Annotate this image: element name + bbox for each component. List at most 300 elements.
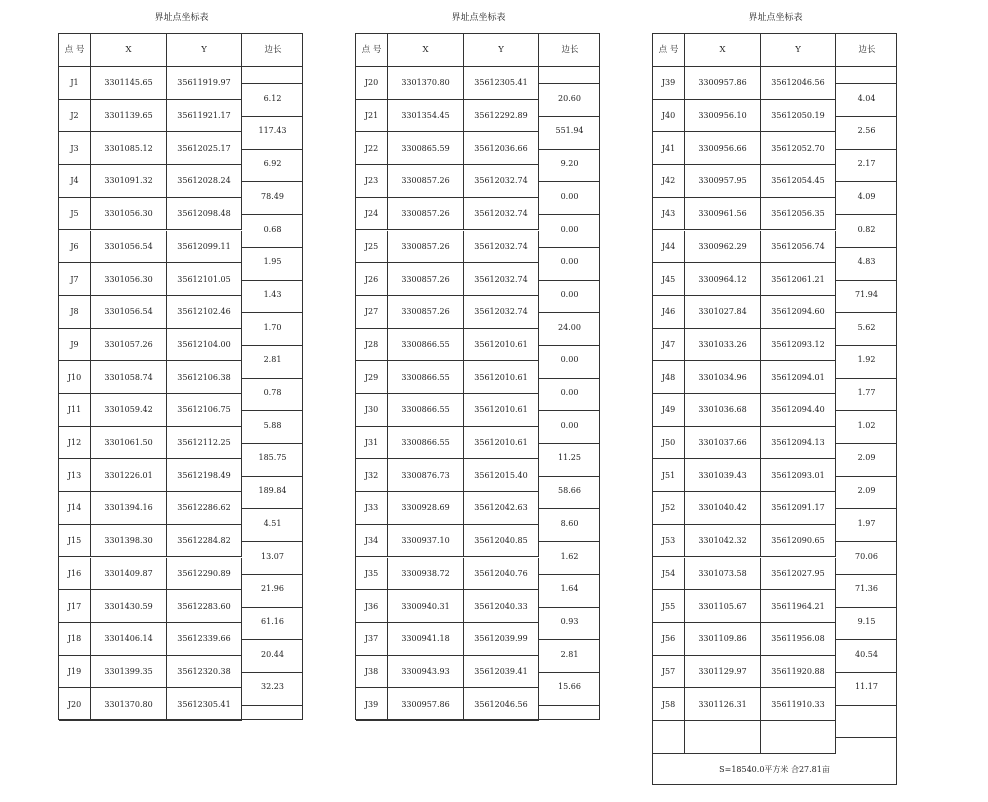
header-cell: 边长 xyxy=(264,45,282,55)
table-row xyxy=(653,558,836,591)
point-id: J54 xyxy=(653,558,685,590)
x-coordinate: 3300857.26 xyxy=(388,165,464,197)
x-coordinate: 3301057.26 xyxy=(91,329,167,361)
y-coordinate: 35612032.74 xyxy=(464,296,539,328)
y-coordinate xyxy=(761,721,836,753)
table-row xyxy=(59,525,242,558)
point-id: J33 xyxy=(356,492,388,524)
header-cell: 点 号 xyxy=(59,34,91,66)
point-id: J26 xyxy=(356,263,388,295)
edge-length-column xyxy=(836,67,897,754)
point-id: J46 xyxy=(653,296,685,328)
table-row xyxy=(653,198,836,231)
edge-length: 78.49 xyxy=(261,191,284,201)
x-coordinate: 3300941.18 xyxy=(388,623,464,655)
header-cell: X xyxy=(685,34,761,66)
table-row xyxy=(59,656,242,689)
y-coordinate: 35612050.19 xyxy=(761,100,836,132)
length-divider xyxy=(539,607,600,608)
edge-length: 551.94 xyxy=(555,126,584,136)
table-row xyxy=(356,427,539,460)
table-row xyxy=(653,459,836,492)
table-row xyxy=(59,263,242,296)
header-cell: X xyxy=(91,34,167,66)
table-title: 界址点坐标表 xyxy=(451,13,506,23)
table-title: 界址点坐标表 xyxy=(154,13,209,23)
table-row xyxy=(653,492,836,525)
edge-length: 1.92 xyxy=(857,355,876,365)
y-coordinate: 35612102.46 xyxy=(167,296,242,328)
length-divider xyxy=(539,508,600,509)
table-row xyxy=(59,558,242,591)
point-id: J22 xyxy=(356,132,388,164)
length-divider xyxy=(539,280,600,281)
y-coordinate: 35612339.66 xyxy=(167,623,242,655)
edge-length: 6.12 xyxy=(263,93,282,103)
x-coordinate: 3301354.45 xyxy=(388,100,464,132)
y-coordinate: 35612039.41 xyxy=(464,656,539,688)
y-coordinate: 35612042.63 xyxy=(464,492,539,524)
x-coordinate: 3300957.95 xyxy=(685,165,761,197)
point-id: J20 xyxy=(59,688,91,720)
x-coordinate: 3300940.31 xyxy=(388,590,464,622)
edge-length: 0.68 xyxy=(263,224,282,234)
table-row xyxy=(59,623,242,656)
x-coordinate: 3301226.01 xyxy=(91,459,167,491)
x-coordinate: 3301059.42 xyxy=(91,394,167,426)
edge-length: 1.95 xyxy=(263,257,282,267)
edge-length: 0.78 xyxy=(263,388,282,397)
header-cell: Y xyxy=(167,34,242,66)
x-coordinate: 3300866.55 xyxy=(388,394,464,426)
x-coordinate: 3300938.72 xyxy=(388,558,464,590)
length-divider xyxy=(836,149,897,150)
length-divider xyxy=(242,476,303,477)
table-row xyxy=(653,329,836,362)
length-divider xyxy=(242,378,303,379)
point-id: J8 xyxy=(59,296,91,328)
table-row xyxy=(356,231,539,264)
length-divider xyxy=(539,345,600,346)
header-cell: 边长 xyxy=(561,45,579,55)
table-row xyxy=(653,656,836,689)
header-cell: 点 号 xyxy=(356,34,388,66)
x-coordinate: 3300943.93 xyxy=(388,656,464,688)
y-coordinate: 35612112.25 xyxy=(167,427,242,459)
y-coordinate: 35612015.40 xyxy=(464,459,539,491)
length-divider xyxy=(242,574,303,575)
y-coordinate: 35612284.82 xyxy=(167,525,242,557)
table-row xyxy=(59,427,242,460)
y-coordinate: 35612286.62 xyxy=(167,492,242,524)
table-row xyxy=(356,198,539,231)
y-coordinate: 35612010.61 xyxy=(464,427,539,459)
point-id: J2 xyxy=(59,100,91,132)
length-divider xyxy=(242,639,303,640)
area-summary: S=18540.0平方米 合27.81亩 xyxy=(719,764,830,774)
length-divider xyxy=(539,443,600,444)
edge-length: 9.15 xyxy=(857,616,876,626)
table-grid xyxy=(355,33,600,720)
edge-length: 1.70 xyxy=(263,322,282,332)
table-row xyxy=(356,100,539,133)
point-id: J56 xyxy=(653,623,685,655)
x-coordinate: 3300956.66 xyxy=(685,132,761,164)
y-coordinate: 35611964.21 xyxy=(761,590,836,622)
length-divider xyxy=(836,181,897,182)
table-row xyxy=(59,231,242,264)
y-coordinate: 35612305.41 xyxy=(167,688,242,720)
y-coordinate: 35611919.97 xyxy=(167,67,242,99)
edge-length: 1.43 xyxy=(263,289,282,299)
length-divider xyxy=(242,116,303,117)
x-coordinate xyxy=(685,721,761,753)
x-coordinate: 3301406.14 xyxy=(91,623,167,655)
table-row xyxy=(59,100,242,133)
point-id: J27 xyxy=(356,296,388,328)
length-divider xyxy=(539,672,600,673)
edge-length: 1.02 xyxy=(857,420,876,430)
header-cell: 点 号 xyxy=(653,34,685,66)
edge-length: 4.83 xyxy=(857,257,876,267)
x-coordinate: 3301056.54 xyxy=(91,296,167,328)
length-divider xyxy=(836,312,897,313)
edge-length: 71.36 xyxy=(855,584,878,594)
table-row xyxy=(356,296,539,329)
y-coordinate: 35611921.17 xyxy=(167,100,242,132)
length-divider xyxy=(539,116,600,117)
length-divider xyxy=(242,214,303,215)
point-id: J13 xyxy=(59,459,91,491)
x-coordinate: 3300866.55 xyxy=(388,427,464,459)
edge-length: 0.00 xyxy=(560,257,579,267)
edge-length: 70.06 xyxy=(855,551,878,561)
length-divider xyxy=(242,705,303,706)
y-coordinate: 35612292.89 xyxy=(464,100,539,132)
edge-length: 0.82 xyxy=(857,224,876,234)
x-coordinate: 3301040.42 xyxy=(685,492,761,524)
point-id: J24 xyxy=(356,198,388,230)
point-id: J4 xyxy=(59,165,91,197)
table-grid xyxy=(58,33,303,720)
x-coordinate: 3301126.31 xyxy=(685,688,761,720)
y-coordinate: 35612101.05 xyxy=(167,263,242,295)
table-row xyxy=(653,296,836,329)
table-row xyxy=(59,459,242,492)
edge-length-column xyxy=(539,67,600,721)
length-divider xyxy=(242,607,303,608)
x-coordinate: 3301073.58 xyxy=(685,558,761,590)
length-divider xyxy=(836,639,897,640)
length-divider xyxy=(836,607,897,608)
x-coordinate: 3300866.55 xyxy=(388,329,464,361)
edge-length: 5.62 xyxy=(857,322,876,332)
y-coordinate: 35612091.17 xyxy=(761,492,836,524)
length-divider xyxy=(836,672,897,673)
length-divider xyxy=(539,541,600,542)
y-coordinate: 35612061.21 xyxy=(761,263,836,295)
point-id: J6 xyxy=(59,231,91,263)
length-divider xyxy=(242,247,303,248)
point-id: J34 xyxy=(356,525,388,557)
point-id: J10 xyxy=(59,361,91,393)
x-coordinate: 3301056.30 xyxy=(91,263,167,295)
y-coordinate: 35612032.74 xyxy=(464,231,539,263)
length-divider xyxy=(836,116,897,117)
point-id: J53 xyxy=(653,525,685,557)
table-row xyxy=(653,394,836,427)
table-row xyxy=(653,132,836,165)
x-coordinate: 3301129.97 xyxy=(685,656,761,688)
x-coordinate: 3301058.74 xyxy=(91,361,167,393)
point-id: J36 xyxy=(356,590,388,622)
edge-length: 71.94 xyxy=(855,289,878,299)
table-row xyxy=(59,394,242,427)
y-coordinate: 35612094.13 xyxy=(761,427,836,459)
table-row xyxy=(653,231,836,264)
edge-length: 117.43 xyxy=(258,126,287,136)
y-coordinate: 35612054.45 xyxy=(761,165,836,197)
y-coordinate: 35612099.11 xyxy=(167,231,242,263)
y-coordinate: 35612028.24 xyxy=(167,165,242,197)
point-id: J55 xyxy=(653,590,685,622)
y-coordinate: 35612094.60 xyxy=(761,296,836,328)
table-row xyxy=(59,329,242,362)
point-id: J57 xyxy=(653,656,685,688)
length-divider xyxy=(539,83,600,84)
length-divider xyxy=(242,508,303,509)
point-id: J49 xyxy=(653,394,685,426)
point-id: J17 xyxy=(59,590,91,622)
point-id: J14 xyxy=(59,492,91,524)
x-coordinate: 3301398.30 xyxy=(91,525,167,557)
x-coordinate: 3301430.59 xyxy=(91,590,167,622)
length-divider xyxy=(242,410,303,411)
edge-length: 21.96 xyxy=(261,584,284,594)
x-coordinate: 3301056.54 xyxy=(91,231,167,263)
edge-length: 8.60 xyxy=(560,518,579,528)
point-id: J16 xyxy=(59,558,91,590)
table-row xyxy=(356,361,539,394)
y-coordinate: 35612046.56 xyxy=(761,67,836,99)
x-coordinate: 3301394.16 xyxy=(91,492,167,524)
length-divider xyxy=(539,247,600,248)
point-id: J38 xyxy=(356,656,388,688)
x-coordinate: 3300876.73 xyxy=(388,459,464,491)
y-coordinate: 35612098.48 xyxy=(167,198,242,230)
point-id: J42 xyxy=(653,165,685,197)
edge-length: 40.54 xyxy=(855,649,878,659)
length-divider xyxy=(242,312,303,313)
table-row xyxy=(653,623,836,656)
table-row xyxy=(653,688,836,721)
edge-length: 0.00 xyxy=(560,388,579,397)
edge-length: 5.88 xyxy=(263,420,282,430)
table-row xyxy=(59,296,242,329)
x-coordinate: 3301036.68 xyxy=(685,394,761,426)
point-id: J11 xyxy=(59,394,91,426)
y-coordinate: 35612094.01 xyxy=(761,361,836,393)
edge-length: 24.00 xyxy=(558,322,581,332)
length-divider xyxy=(242,149,303,150)
y-coordinate: 35612010.61 xyxy=(464,329,539,361)
y-coordinate: 35612305.41 xyxy=(464,67,539,99)
length-divider xyxy=(836,280,897,281)
x-coordinate: 3300857.26 xyxy=(388,198,464,230)
length-divider xyxy=(242,672,303,673)
x-coordinate: 3301145.65 xyxy=(91,67,167,99)
x-coordinate: 3300937.10 xyxy=(388,525,464,557)
y-coordinate: 35611956.08 xyxy=(761,623,836,655)
edge-length: 11.25 xyxy=(558,453,581,463)
point-id: J29 xyxy=(356,361,388,393)
point-id: J15 xyxy=(59,525,91,557)
point-id: J47 xyxy=(653,329,685,361)
y-coordinate: 35612104.00 xyxy=(167,329,242,361)
length-divider xyxy=(242,541,303,542)
y-coordinate: 35612106.75 xyxy=(167,394,242,426)
edge-length: 11.17 xyxy=(855,682,878,692)
header-cell: Y xyxy=(464,34,539,66)
edge-length: 0.93 xyxy=(560,616,579,626)
edge-length: 0.00 xyxy=(560,191,579,201)
table-row xyxy=(59,590,242,623)
length-divider xyxy=(539,639,600,640)
edge-length: 15.66 xyxy=(558,682,581,692)
x-coordinate: 3300957.86 xyxy=(388,688,464,720)
y-coordinate: 35612032.74 xyxy=(464,198,539,230)
point-id: J43 xyxy=(653,198,685,230)
table-row xyxy=(356,263,539,296)
length-divider xyxy=(836,345,897,346)
table-row xyxy=(653,361,836,394)
point-id: J39 xyxy=(653,67,685,99)
y-coordinate: 35612094.40 xyxy=(761,394,836,426)
header-cell: X xyxy=(388,34,464,66)
y-coordinate: 35612025.17 xyxy=(167,132,242,164)
table-row xyxy=(356,492,539,525)
length-divider xyxy=(539,214,600,215)
length-divider xyxy=(539,410,600,411)
point-id: J31 xyxy=(356,427,388,459)
table-row xyxy=(356,623,539,656)
y-coordinate: 35612090.65 xyxy=(761,525,836,557)
point-id: J35 xyxy=(356,558,388,590)
x-coordinate: 3300957.86 xyxy=(685,67,761,99)
point-id: J19 xyxy=(59,656,91,688)
length-divider xyxy=(242,443,303,444)
x-coordinate: 3300956.10 xyxy=(685,100,761,132)
x-coordinate: 3301085.12 xyxy=(91,132,167,164)
x-coordinate: 3301399.35 xyxy=(91,656,167,688)
y-coordinate: 35612198.49 xyxy=(167,459,242,491)
length-divider xyxy=(836,443,897,444)
point-id: J28 xyxy=(356,329,388,361)
x-coordinate: 3300857.26 xyxy=(388,296,464,328)
y-coordinate: 35612093.01 xyxy=(761,459,836,491)
x-coordinate: 3301091.32 xyxy=(91,165,167,197)
point-id: J58 xyxy=(653,688,685,720)
header-cell: 边长 xyxy=(858,45,876,55)
point-id: J30 xyxy=(356,394,388,426)
x-coordinate: 3300961.56 xyxy=(685,198,761,230)
table-row xyxy=(653,721,836,754)
y-coordinate: 35612032.74 xyxy=(464,165,539,197)
edge-length: 13.07 xyxy=(261,551,284,561)
edge-length: 0.00 xyxy=(560,355,579,365)
table-row xyxy=(59,67,242,100)
y-coordinate: 35612027.95 xyxy=(761,558,836,590)
x-coordinate: 3301056.30 xyxy=(91,198,167,230)
x-coordinate: 3300962.29 xyxy=(685,231,761,263)
edge-length: 2.81 xyxy=(263,355,282,365)
y-coordinate: 35611920.88 xyxy=(761,656,836,688)
table-row xyxy=(653,263,836,296)
point-id: J25 xyxy=(356,231,388,263)
edge-length: 4.51 xyxy=(263,518,282,528)
x-coordinate: 3301109.86 xyxy=(685,623,761,655)
y-coordinate: 35612056.74 xyxy=(761,231,836,263)
y-coordinate: 35611910.33 xyxy=(761,688,836,720)
x-coordinate: 3301027.84 xyxy=(685,296,761,328)
length-divider xyxy=(242,181,303,182)
x-coordinate: 3301042.32 xyxy=(685,525,761,557)
length-divider xyxy=(836,83,897,84)
table-row xyxy=(59,492,242,525)
y-coordinate: 35612093.12 xyxy=(761,329,836,361)
edge-length: 2.17 xyxy=(857,159,876,169)
table-row xyxy=(59,132,242,165)
y-coordinate: 35612283.60 xyxy=(167,590,242,622)
y-coordinate: 35612056.35 xyxy=(761,198,836,230)
point-id xyxy=(653,721,685,753)
length-divider xyxy=(539,378,600,379)
table-row xyxy=(356,459,539,492)
edge-length-column xyxy=(242,67,303,721)
length-divider xyxy=(836,378,897,379)
table-title: 界址点坐标表 xyxy=(748,13,803,23)
y-coordinate: 35612010.61 xyxy=(464,394,539,426)
x-coordinate: 3300928.69 xyxy=(388,492,464,524)
edge-length: 0.00 xyxy=(560,289,579,299)
y-coordinate: 35612046.56 xyxy=(464,688,539,720)
table-row xyxy=(356,590,539,623)
point-id: J12 xyxy=(59,427,91,459)
edge-length: 1.77 xyxy=(857,388,876,397)
length-divider xyxy=(836,574,897,575)
length-divider xyxy=(836,737,897,738)
table-row xyxy=(356,558,539,591)
table-row xyxy=(653,427,836,460)
y-coordinate: 35612039.99 xyxy=(464,623,539,655)
point-id: J39 xyxy=(356,688,388,720)
table-grid xyxy=(652,33,897,785)
x-coordinate: 3301034.96 xyxy=(685,361,761,393)
y-coordinate: 35612010.61 xyxy=(464,361,539,393)
x-coordinate: 3300857.26 xyxy=(388,263,464,295)
edge-length: 2.09 xyxy=(857,453,876,463)
table-row xyxy=(356,525,539,558)
length-divider xyxy=(836,705,897,706)
table-row xyxy=(653,590,836,623)
point-id: J18 xyxy=(59,623,91,655)
table-row xyxy=(356,67,539,100)
y-coordinate: 35612032.74 xyxy=(464,263,539,295)
edge-length: 6.92 xyxy=(263,159,282,169)
point-id: J40 xyxy=(653,100,685,132)
table-row xyxy=(653,100,836,133)
point-id: J23 xyxy=(356,165,388,197)
